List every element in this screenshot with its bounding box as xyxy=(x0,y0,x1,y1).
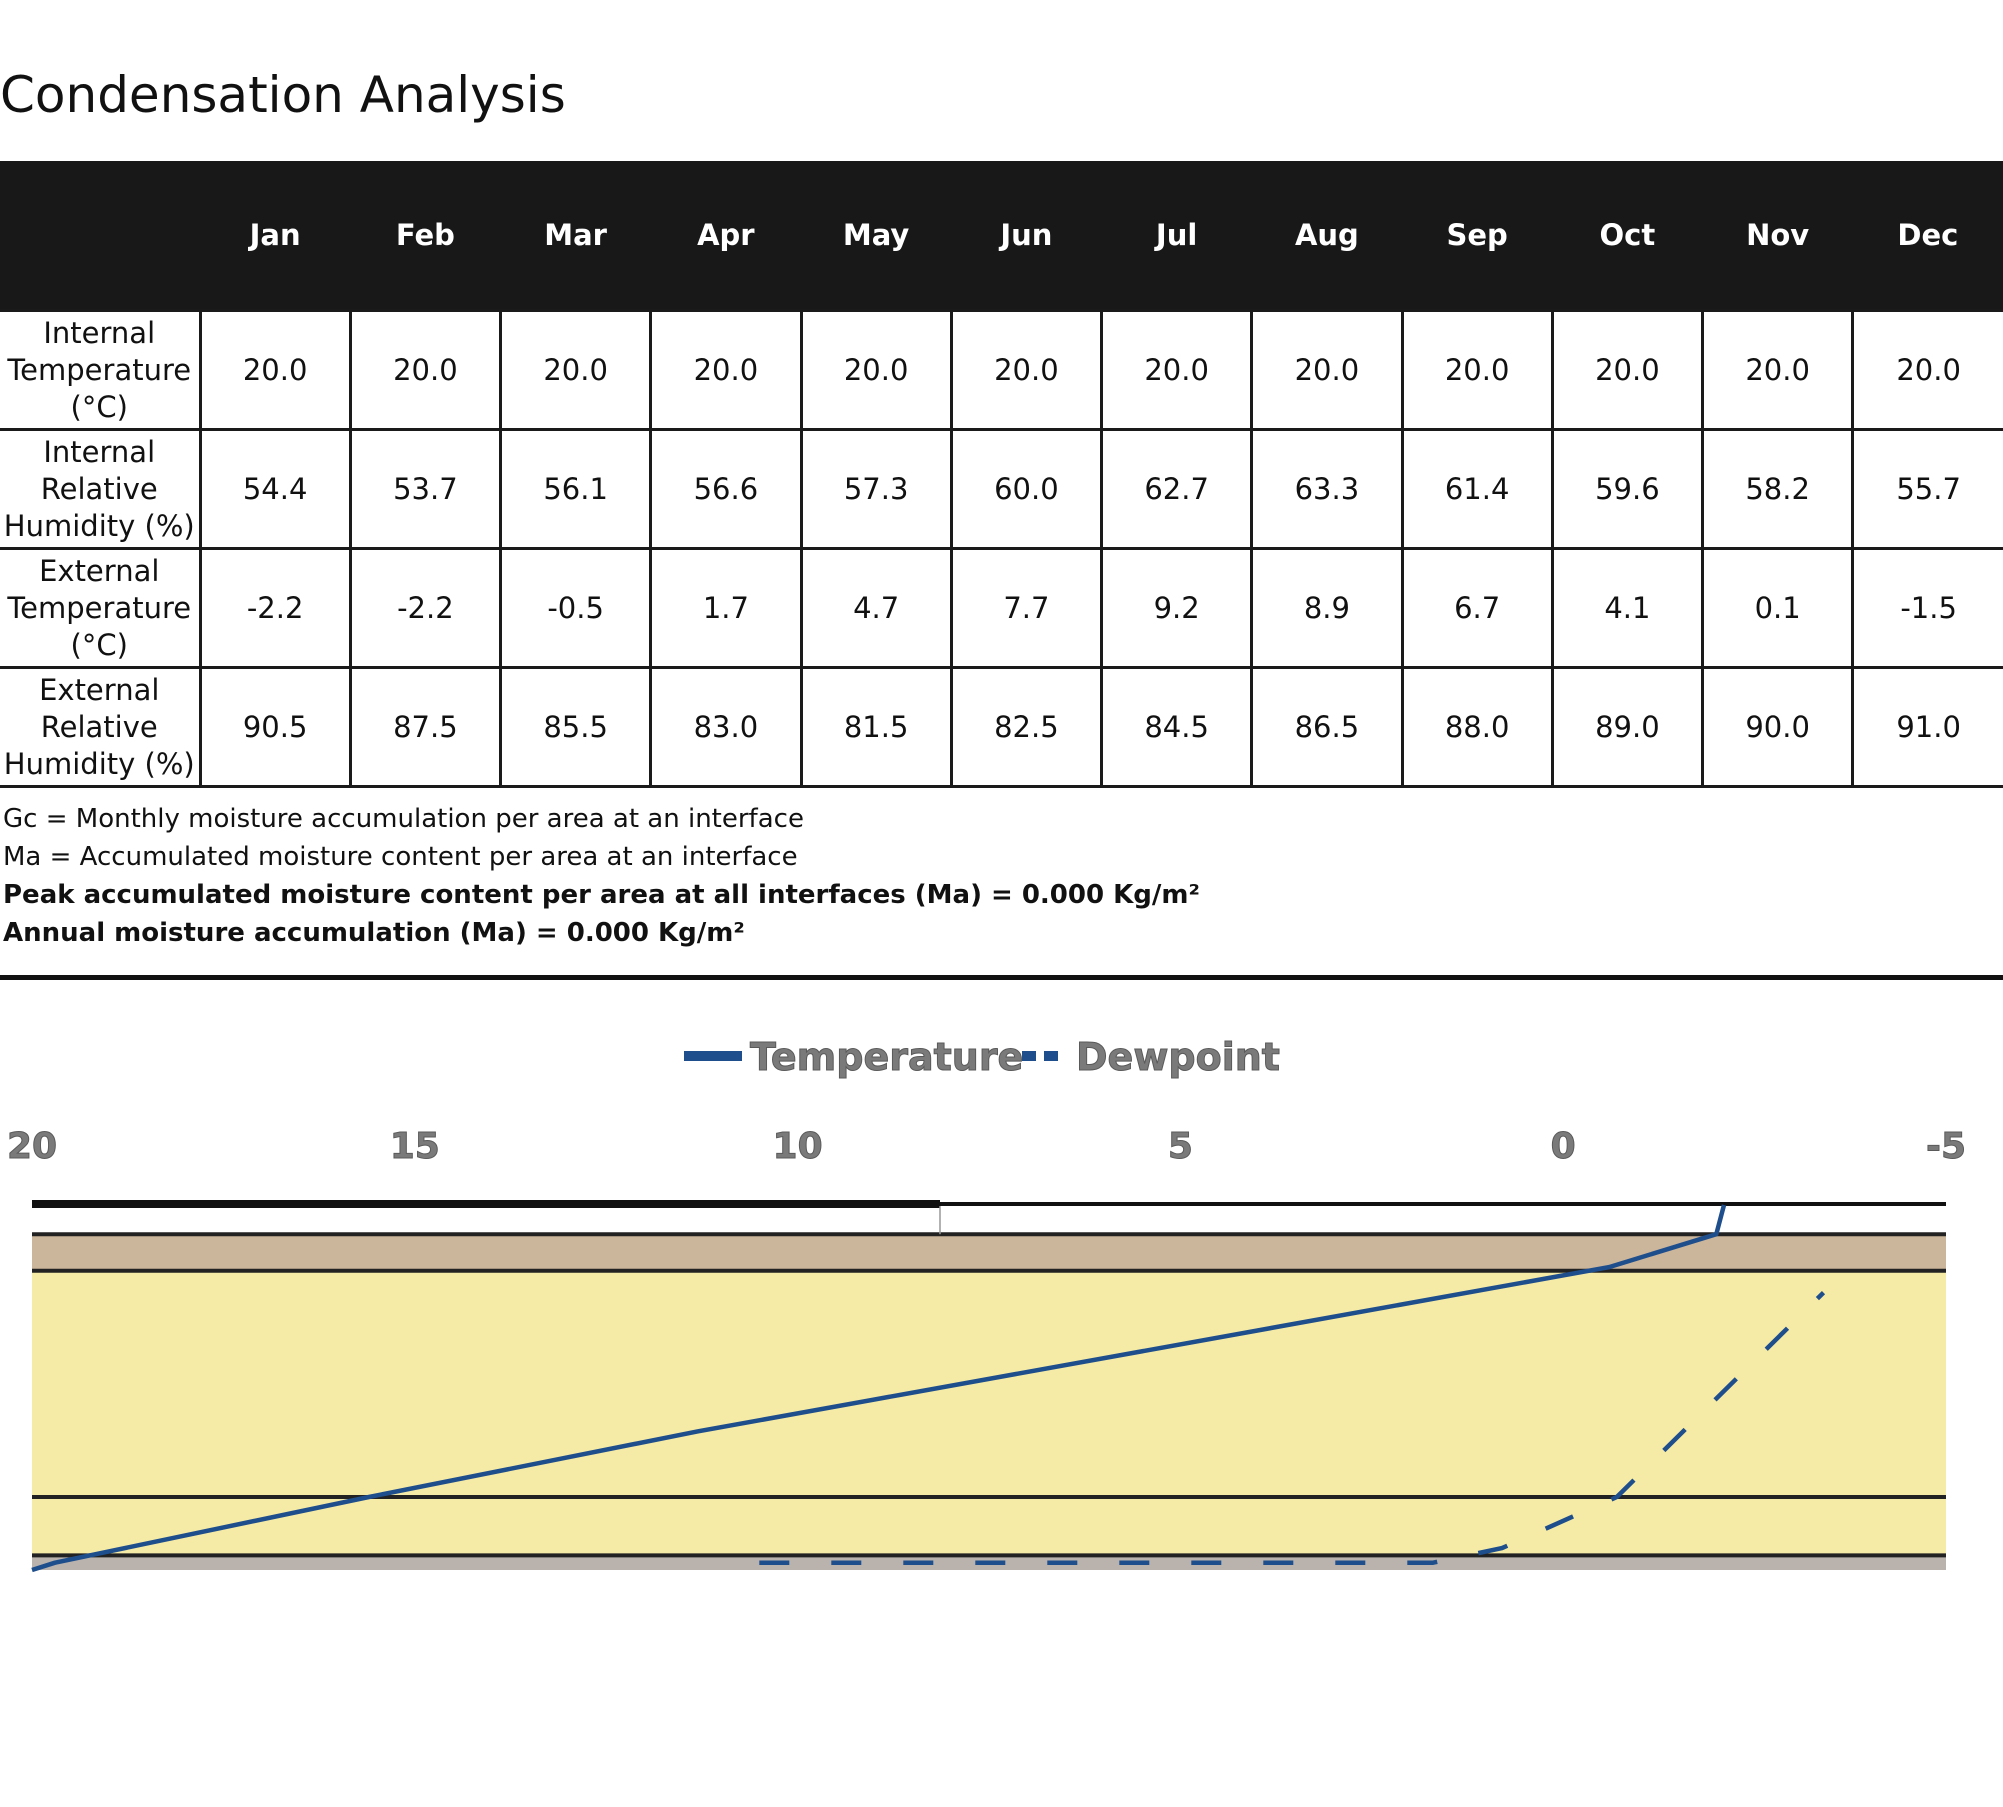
table-cell: 84.5 xyxy=(1102,668,1252,787)
table-cell: 81.5 xyxy=(801,668,951,787)
row-label xyxy=(0,311,200,430)
row-label-line: Humidity (%) xyxy=(3,746,195,781)
condensation-chart xyxy=(0,1010,2003,1610)
table-cell: 8.9 xyxy=(1252,549,1402,668)
table-row xyxy=(0,430,2003,549)
notes xyxy=(3,800,1200,952)
table-cell: 91.0 xyxy=(1853,668,2003,787)
table-cell: 20.0 xyxy=(651,311,801,430)
x-tick-label: 0 xyxy=(1550,1126,1576,1167)
row-label-line: External xyxy=(39,672,160,707)
table-cell: 20.0 xyxy=(1402,311,1552,430)
row-label-line: Relative xyxy=(40,709,158,744)
climate-table xyxy=(0,161,2003,788)
table-cell: -1.5 xyxy=(1853,549,2003,668)
table-cell: 56.1 xyxy=(501,430,651,549)
peak-moisture: Peak accumulated moisture content per area at all interfaces (Ma) = 0.000 Kg/m² xyxy=(3,880,1200,910)
month-header-jul: Jul xyxy=(1102,161,1252,311)
ma-definition: Ma = Accumulated moisture content per area at an interface xyxy=(3,842,798,872)
table-cell: 1.7 xyxy=(651,549,801,668)
row-label-line: Relative xyxy=(40,471,158,506)
row-label-line: (°C) xyxy=(70,627,128,662)
table-body xyxy=(0,311,2003,787)
table-cell: 9.2 xyxy=(1102,549,1252,668)
table-cell: 83.0 xyxy=(651,668,801,787)
row-label-line: Temperature xyxy=(7,590,192,625)
month-header-aug: Aug xyxy=(1252,161,1402,311)
legend-dewpoint-label: Dewpoint xyxy=(1076,1035,1280,1079)
month-header-mar: Mar xyxy=(501,161,651,311)
row-label xyxy=(0,668,200,787)
x-tick-label: 5 xyxy=(1167,1126,1193,1167)
table-cell: -0.5 xyxy=(501,549,651,668)
table-cell: 57.3 xyxy=(801,430,951,549)
table-row xyxy=(0,549,2003,668)
table-cell: 89.0 xyxy=(1552,668,1702,787)
table-cell: 63.3 xyxy=(1252,430,1402,549)
table-cell: 82.5 xyxy=(951,668,1101,787)
table-cell: 62.7 xyxy=(1102,430,1252,549)
month-header-dec: Dec xyxy=(1853,161,2003,311)
section-divider xyxy=(0,975,2003,980)
table-cell: 55.7 xyxy=(1853,430,2003,549)
table-cell: 54.4 xyxy=(200,430,350,549)
x-tick-label: 15 xyxy=(389,1126,440,1167)
x-tick-label: -5 xyxy=(1926,1126,1966,1167)
month-header-jan: Jan xyxy=(200,161,350,311)
month-header-nov: Nov xyxy=(1703,161,1853,311)
table-cell: 4.7 xyxy=(801,549,951,668)
row-label-line: (°C) xyxy=(70,389,128,424)
table-cell: 20.0 xyxy=(801,311,951,430)
month-header-apr: Apr xyxy=(651,161,801,311)
month-header-sep: Sep xyxy=(1402,161,1552,311)
table-row xyxy=(0,668,2003,787)
table-cell: 6.7 xyxy=(1402,549,1552,668)
table-cell: 20.0 xyxy=(1252,311,1402,430)
table-cell: 60.0 xyxy=(951,430,1101,549)
table-cell: 7.7 xyxy=(951,549,1101,668)
table-cell: 61.4 xyxy=(1402,430,1552,549)
table-cell: 20.0 xyxy=(1703,311,1853,430)
table-cell: 59.6 xyxy=(1552,430,1702,549)
header-corner xyxy=(0,161,200,311)
table-cell: 88.0 xyxy=(1402,668,1552,787)
table-cell: 86.5 xyxy=(1252,668,1402,787)
table-cell: 20.0 xyxy=(1552,311,1702,430)
page-title: Condensation Analysis xyxy=(0,66,566,124)
row-label-line: Humidity (%) xyxy=(3,508,195,543)
table-row xyxy=(0,311,2003,430)
legend-temperature-label: Temperature xyxy=(750,1035,1024,1079)
row-label-line: Internal xyxy=(43,315,156,350)
month-header-oct: Oct xyxy=(1552,161,1702,311)
climate-table-container xyxy=(0,161,2003,788)
table-cell: 85.5 xyxy=(501,668,651,787)
material-layer xyxy=(32,1271,1946,1497)
table-cell: 56.6 xyxy=(651,430,801,549)
table-cell: 87.5 xyxy=(350,668,500,787)
table-cell: -2.2 xyxy=(200,549,350,668)
header-row xyxy=(0,161,2003,311)
x-tick-label: 10 xyxy=(772,1126,823,1167)
row-label-line: External xyxy=(39,553,160,588)
table-cell: 53.7 xyxy=(350,430,500,549)
gc-definition: Gc = Monthly moisture accumulation per area at an interface xyxy=(3,804,804,834)
annual-moisture: Annual moisture accumulation (Ma) = 0.000 Kg/m² xyxy=(3,918,745,948)
table-cell: 20.0 xyxy=(501,311,651,430)
table-cell: 0.1 xyxy=(1703,549,1853,668)
month-header-may: May xyxy=(801,161,951,311)
table-cell: 90.5 xyxy=(200,668,350,787)
table-cell: 20.0 xyxy=(951,311,1101,430)
table-cell: 20.0 xyxy=(350,311,500,430)
table-cell: 58.2 xyxy=(1703,430,1853,549)
month-header-feb: Feb xyxy=(350,161,500,311)
row-label-line: Temperature xyxy=(7,352,192,387)
table-cell: 20.0 xyxy=(1853,311,2003,430)
table-cell: 90.0 xyxy=(1703,668,1853,787)
table-cell: -2.2 xyxy=(350,549,500,668)
x-tick-label: 20 xyxy=(6,1126,58,1167)
row-label xyxy=(0,549,200,668)
row-label-line: Internal xyxy=(43,434,156,469)
table-cell: 20.0 xyxy=(1102,311,1252,430)
table-cell: 20.0 xyxy=(200,311,350,430)
row-label xyxy=(0,430,200,549)
month-header-jun: Jun xyxy=(951,161,1101,311)
table-header xyxy=(0,161,2003,311)
table-cell: 4.1 xyxy=(1552,549,1702,668)
